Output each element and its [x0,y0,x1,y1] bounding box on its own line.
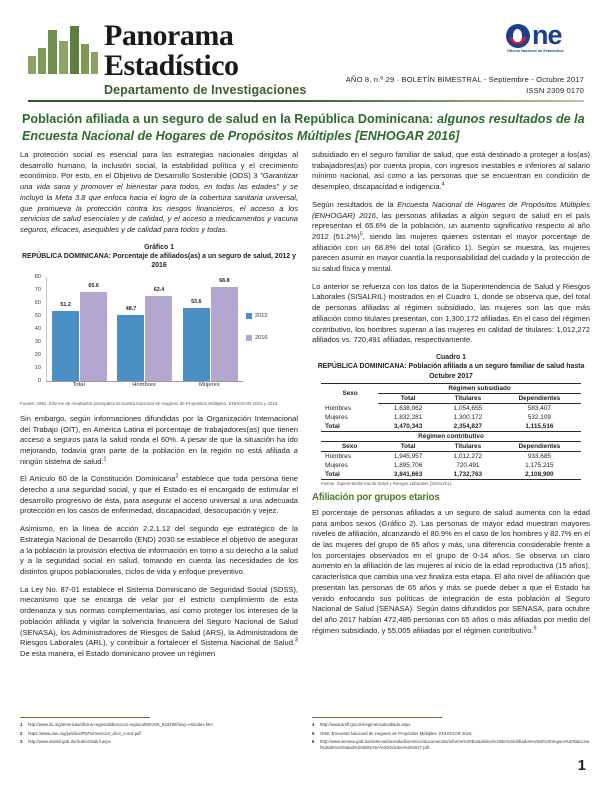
footnotes-right [312,717,590,754]
table-row [321,451,581,461]
chart-x-axis [46,382,242,388]
bar-group-mujeres [183,277,238,381]
footnote-6-text[interactable]: http://www.senasa.gob.do/sistemas/arssalud/servicios/documentos/Informe%20Estadistico%20de%20Afiliados%20al%20Seguro%20Nacional%20de%20Salud%20SENASA%20Octubre%202017.pdf [320,739,590,751]
cell-total-sub-total: 3,470,343 [378,422,438,432]
chart-y-axis [20,273,44,384]
page-number: 1 [577,757,586,774]
issue-line: AÑO 8, n.º 29 · BOLETÍN BIMESTRAL - Septiembre - Octubre 2017 [345,75,584,84]
paragraph-grupos-etarios [312,508,590,636]
paragraph-oit-text: Sin embargo, según informaciones difundidas por la Organización Internacional del Trabajo (OIT), en América Latina el porcentaje de trabajadores(as) que tienen acceso a seguros para la salud ronda el 60%. A pesar de que la situación ha ido mejorando, todavía gran parte de la población en la región no está afiliada a ningún sistema de salud. [20,413,298,466]
page-title-main: Población afiliada a un seguro de salud en la República Dominicana: [22,112,434,126]
paragraph-constitucion [20,474,298,517]
table-col-titulares-1: Titulares [438,393,498,403]
chart-legend [246,313,292,357]
paragraph-subsidiado-text: subsidiado en el seguro familiar de salud, que está destinado a proteger a los(as) trabajadores(as) por cuenta propia, con ingresos inestables e inferiores al salario mínimo nacional, así como a las personas que se encuentran en condición de desempleo, discapacidad e indigencia. [312,150,590,192]
cell-titulares-sub-total: 2,354,827 [438,422,498,432]
footnote-2-number: 2 [20,730,23,736]
footnote-3-number: 3 [20,739,23,745]
table-col-dependientes-2: Dependientes [498,441,581,451]
one-emblem-icon [506,24,530,48]
paragraph-enhogar [312,200,590,275]
chart-bars [46,277,243,382]
legend-label-2012: 2012 [255,312,268,319]
cell-sexo-sub-mujeres: Mujeres [325,413,348,421]
footnote-ref-5[interactable]: 5 [359,231,363,238]
table-source: Fuente: Superintendencia de Salud y Riesgos Laborales (SISALRIL). [321,480,453,486]
bar-group-total [52,277,107,381]
cell-total-sub-hombres: 1,638,062 [393,404,423,412]
paragraph-ley-b: De esta manera, el Estado dominicano provee un régimen [20,648,216,658]
panorama-logo [28,19,308,97]
footnote-3 [20,739,298,745]
table-header-regimen-contributivo: Régimen contributivo [321,431,581,441]
wordmark-line-2: Estadístico [104,48,239,82]
paragraph-constitucion-a: El Artículo 60 de la Constitución Dominicana [20,474,176,484]
page-title-italic: algunos resultados de la Encuesta Nacional de Hogares de Propósitos Múltiples [ENHOGAR 2016] [22,112,585,143]
footnote-2-text[interactable]: https://www.oas.org/juridico/PDFs/mesicic2_dom_const.pdf [28,730,141,736]
footnote-5-text[interactable]: ONE. Encuesta Nacional de Hogares de Propósitos Múltiples, ENHOGAR 2016. [320,730,473,736]
y-tick-30: 30 [34,338,41,345]
table-row [321,403,581,413]
bar-value-total-2016: 65.6 [88,282,99,289]
wordmark-line-1: Panorama [104,19,234,52]
bar-group-hombres [117,277,172,381]
chart-title-block [20,243,298,271]
paragraph-enhogar-a: Según resultados de la [312,199,398,209]
footnote-5-number: 5 [312,730,315,736]
table-row-total-contributivo [321,470,581,480]
header-divider [28,100,584,102]
x-label-mujeres: Mujeres [199,381,220,388]
footnote-divider-right [312,717,442,718]
cell-titulares-con-total: 1,732,763 [438,470,498,480]
legend-item-2012 [246,313,292,319]
cell-titulares-con-hombres: 1,012,272 [453,452,483,460]
cell-total-con-mujeres: 1,895,706 [393,461,423,469]
footnote-ref-4[interactable]: 4 [441,181,445,188]
y-tick-80: 80 [34,273,41,280]
chart-source: Fuente: ONE. Informe de resultados principales Encuesta Nacional de Hogares de Propósitos Múltiples, ENHOGAR 2012 y 2016. [20,400,279,406]
footnote-1-text[interactable]: http://www.ilo.org/americas/oficina-regional/direccion-regional/WCMS_543190/lang--es/index.htm [28,721,213,727]
footnote-divider-left [20,717,150,718]
footnote-4-number: 4 [312,721,315,727]
cell-titulares-con-mujeres: 720,491 [456,461,480,469]
cell-dependientes-sub-total: 1,115,516 [498,422,581,432]
paragraph-oit [20,414,298,468]
paragraph-ley [20,585,298,660]
bar-total-2012 [52,302,79,380]
right-column [312,150,590,643]
issn-line: ISSN 2309 0170 [526,86,584,95]
bar-value-hombres-2016: 62.4 [153,287,165,294]
table-header-sexo-2: Sexo [321,441,378,451]
table-band-header-contributivo [321,431,581,441]
bar-chart-logo-icon [28,26,100,74]
table-label: Cuadro 1 [436,353,466,361]
paragraph-constitucion-b: establece que toda persona tiene derecho a una seguridad social, y que el Estado es el encargado de estimular el desarrollo progresivo de ésta, para asegurar el acceso universal a una adecuada protección en los casos de enfermedad, discapacidad, desocupación y vejez. [20,474,298,516]
footnote-5 [312,731,590,737]
x-label-hombres: Hombres [132,381,156,388]
footnote-6-number: 6 [312,739,315,745]
table-row-total-subsidiado [321,422,581,432]
bar-value-total-2012: 51.2 [60,302,71,309]
footnote-3-text[interactable]: http://www.sisalril.gob.do/SobreSisalril.aspx [28,739,111,745]
paragraph-intro-a: La protección social es esencial para las estrategias nacionales dirigidas al desarrollo humano, la inclusión social, la estabilidad política y el crecimiento económico. Por esto, en el Objetivo de Desarrollo Sostenible (ODS) 3 [20,150,298,181]
y-tick-20: 20 [34,351,41,358]
table-row [321,413,581,422]
paragraph-intro [20,150,298,236]
footnote-ref-1[interactable]: 1 [103,456,107,463]
chart-grafico-1 [20,243,298,399]
paragraph-enhogar-c: , siendo las mujeres quienes ostentan el mayor porcentaje de afiliación con un 68.8% del total (Gráfico 1). Según se muestra, las mujeres parecen asumir en mayor cuantía la responsabilidad del cuidado y la protección de su salud física y mental. [312,231,590,274]
bar-mujeres-2016 [211,278,238,380]
y-tick-70: 70 [34,286,41,293]
table-subheader-contributivo [321,441,581,451]
footnote-1-number: 1 [20,721,23,727]
table-row [321,461,581,470]
cell-sexo-con-mujeres: Mujeres [325,461,348,469]
cell-dependientes-con-total: 2,108,900 [498,470,581,480]
one-logo-text: ne [532,20,562,50]
left-column [20,150,298,667]
cell-total-sub-mujeres: 1,832,281 [393,413,423,421]
paragraph-end: Asimismo, en la línea de acción 2.2.1.12 del segundo eje estratégico de la Estrategia Nacional de Desarrollo (END) 2030 se establece el objetivo de asegurar a la población la provisión efectiva de información en torno a su derecho a la salud y a la seguridad social en salud, tomando en cuenta las necesidades de los distintos grupos poblacionales, ciclos de vida y enfoque preventivo. [20,524,298,576]
bar-value-mujeres-2016: 68.8 [219,278,230,285]
legend-label-2016: 2016 [255,334,268,341]
footnote-ref-3[interactable]: 3 [295,637,298,644]
data-table [321,383,581,480]
cell-sexo-sub-hombres: Hombres [325,404,351,412]
footnote-4 [312,722,590,728]
paragraph-sisalril: Lo anterior se refuerza con los datos de la Superintendencia de Salud y Riesgos Laborales (SISALRIL) mostrados en el Cuadro 1, donde se observa que, del total de personas afiliadas al régimen subsidiado, las mujeres son las que más afiliación como titulares presentan, con 1,300,172 afiliadas. En el caso del régimen contributivo, los hombres superan a las mujeres en calidad de titulares: 1,012,272 afiliados vs. 720,491 afiliadas, respectivamente. [312,281,590,345]
table-col-total-1: Total [378,393,438,403]
footnote-2 [20,731,298,737]
cell-total-con-total: 3,841,663 [378,470,438,480]
cell-dependientes-con-mujeres: 1,175,215 [525,461,554,469]
one-logo [506,20,584,58]
wordmark [104,19,314,97]
chart-plot-area [20,273,298,399]
footnote-4-text[interactable]: http://www.arslf.gov.do/regimensubsidiado.aspx [320,721,411,727]
chart-label: Gráfico 1 [144,243,174,251]
paragraph-subsidiado [312,150,590,193]
chart-title: REPÚBLICA DOMINICANA: Porcentaje de afiliados(as) a un seguro de salud, [22,252,273,260]
issue-info [346,74,584,96]
y-tick-40: 40 [34,325,41,332]
cell-titulares-sub-mujeres: 1,300,172 [453,413,483,421]
paragraph-enhogar-b: , las personas afiliadas a algún seguro de salud en el país representan el 65.6% de la población, un aumento significativo respecto al año 2012 (51.2%) [312,210,590,241]
table-col-total-2: Total [378,441,438,451]
footnotes-left [20,717,298,748]
legend-swatch-2016 [246,335,252,341]
table-header-sexo-1: Sexo [321,383,378,403]
y-tick-0: 0 [37,377,41,384]
footnote-6 [312,739,590,751]
table-cuadro-1 [312,353,590,486]
cell-dependientes-sub-hombres: 583,407 [527,404,551,412]
paragraph-enhogar-italic: Encuesta Nacional de Hogares de Propósitos Múltiples (ENHOGAR) 2016 [312,199,590,220]
cell-sexo-sub-total: Total [321,422,378,432]
chart-subtitle: 2012 y 2016 [151,252,296,270]
table-header-regimen-subsidiado: Régimen subsidiado [378,383,581,393]
cell-sexo-con-hombres: Hombres [325,452,351,460]
footnote-1 [20,722,298,728]
y-tick-10: 10 [34,364,41,371]
cell-titulares-sub-hombres: 1,054,655 [453,404,483,412]
legend-swatch-2012 [246,313,252,319]
page-title [22,111,588,144]
footnote-ref-6[interactable]: 6 [533,625,537,632]
bar-value-hombres-2012: 48.7 [125,305,137,312]
page-header [0,0,612,100]
table-title-block [312,353,590,381]
one-logo-tagline: Oficina Nacional de Estadística [507,49,564,53]
wordmark-subtitle: Departamento de Investigaciones [104,83,307,97]
table-band-header-subsidiado [321,383,581,393]
bar-total-2016 [80,282,107,381]
table-subtitle: Octubre 2017 [429,372,473,380]
section-heading-grupos-etarios: Afiliación por grupos etarios [312,491,440,503]
paragraph-intro-italic: "Garantizar una vida sana y promover el bienestar para todos, en todas las edades" y se incluyó la Meta 3.8 que enfoca hacia el logro de la cobertura sanitaria universal, que promueva la protección contra los riesgos financieros, el acceso a los servicios de salud esenciales y de calidad, y el acceso a medicamentos y vacuna seguros, eficaces, asequibles y de calidad para todos y todas. [20,171,298,234]
table-col-dependientes-1: Dependientes [498,393,581,403]
table-title: REPÚBLICA DOMINICANA: Población afiliada a un seguro familiar de salud hasta [317,363,585,371]
cell-dependientes-con-hombres: 933,685 [527,452,551,460]
bar-hombres-2012 [117,305,144,381]
legend-item-2016 [246,335,292,341]
cell-total-con-hombres: 1,945,957 [393,452,423,460]
bar-hombres-2016 [145,287,172,380]
y-tick-50: 50 [34,312,41,319]
x-label-total: Total [72,381,85,388]
bar-mujeres-2012 [183,299,210,380]
cell-dependientes-sub-mujeres: 532,109 [527,413,551,421]
cell-sexo-con-total: Total [321,470,378,480]
table-col-titulares-2: Titulares [438,441,498,451]
paragraph-ley-a: La Ley No. 87-01 establece el Sistema Dominicano de Seguridad Social (SDSS), mecanismo que se encarga de velar por el estricto cumplimiento de esta ordenanza y sus normas complementarias, así como proteger los intereses de la población afiliada y vigilar la solvencia financiera del Seguro Nacional de Salud (SENASA), los Administradores de Riesgos de Salud (ARS), la Administradora de Riesgos Laborales (ARL), y contribuir a fortalecer el Sistema Nacional de Salud. [20,584,298,648]
bar-value-mujeres-2012: 53.6 [191,299,202,306]
footnote-ref-2[interactable]: 2 [175,473,179,480]
y-tick-60: 60 [34,299,41,306]
paragraph-grupos-etarios-text: El porcentaje de personas afiliadas a un seguro de salud aumenta con la edad para ambos sexos (Gráfico 2). Las personas de mayor edad muestran mayores niveles de afiliación, alcanzando el 80.9% en el caso de los hombres y 82.7% en el de las mujeres del grupo de 65 años y más, una diferencia considerable frente a los porcentajes observados en el grupo de 0-14 años. Se observa un claro aumento en la afiliación de las mujeres al inicio de la edad reproductiva (15 años), característica que cambia una vez finaliza esta etapa. El alto nivel de afiliación que presentan las personas de 65 años y más se puede deber a que el Estado ha venido enfocando sus políticas de integración de esta población al Seguro Nacional de Salud (SENASA). Según datos difundidos por SENASA, para octubre del año 2017 habían 472,485 personas con 65 años o más afiliadas por medio del régimen subsidiado, y 55,005 afiliadas por el régimen contributivo. [312,507,590,635]
